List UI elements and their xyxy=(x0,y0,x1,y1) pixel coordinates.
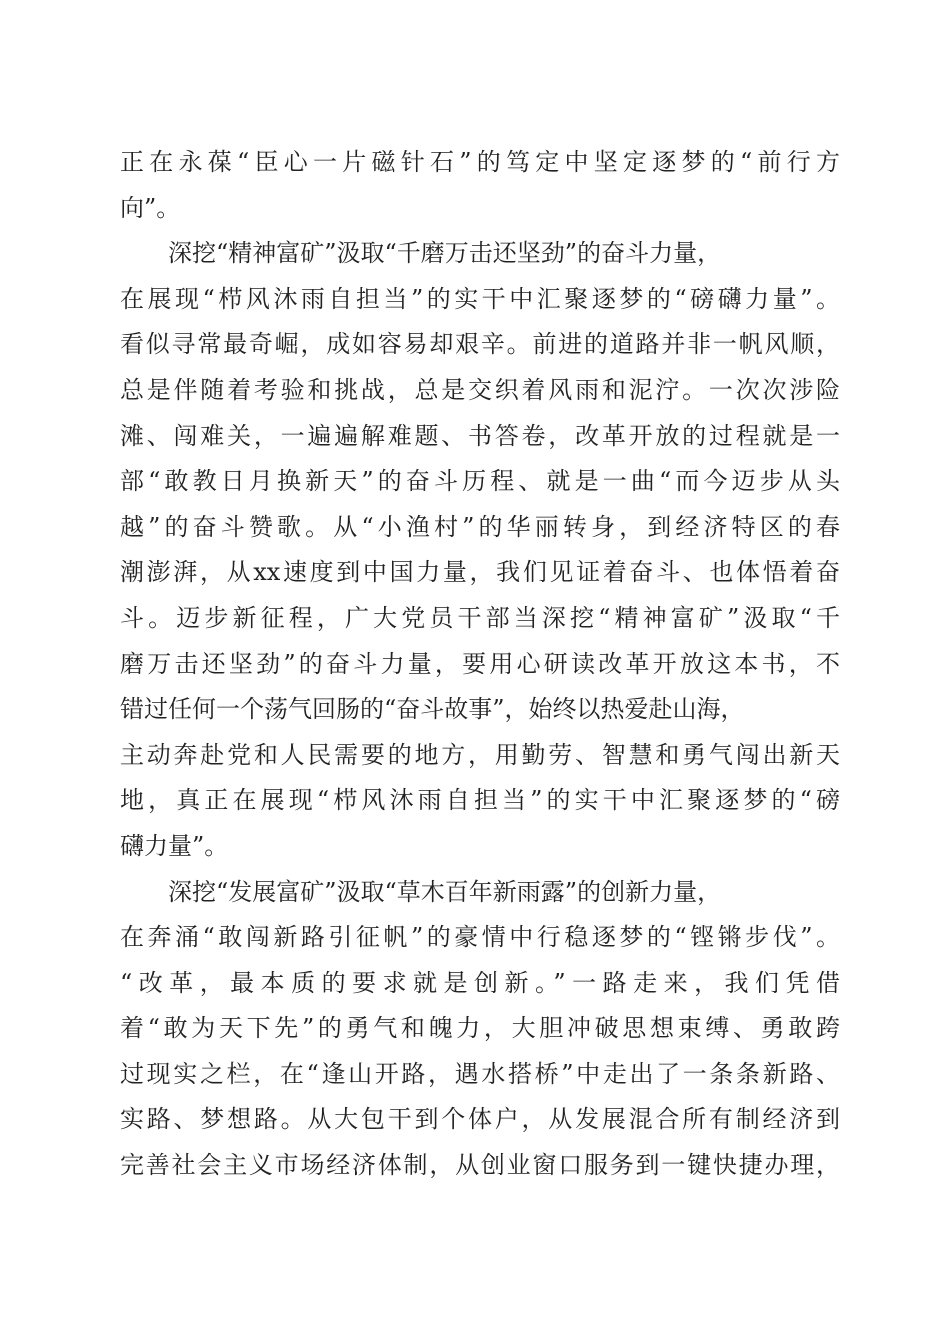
text-line: 礴力量”。 xyxy=(120,831,229,860)
text-line: 完善社会主义市场经济体制，从创业窗口服务到一键快捷办理， xyxy=(120,1151,840,1180)
text-line: 看似寻常最奇崛，成如容易却艰辛。前进的道路并非一帆风顺， xyxy=(120,330,840,359)
text-line: 总是伴随着考验和挑战，总是交织着风雨和泥泞。一次次涉险 xyxy=(120,375,840,404)
text-line: 实路、梦想路。从大包干到个体户，从发展混合所有制经济到 xyxy=(120,1105,840,1134)
text-line: “改革，最本质的要求就是创新。”一路走来，我们凭借 xyxy=(120,968,840,997)
text-line: 斗。迈步新征程，广大党员干部当深挖“精神富矿”汲取“千 xyxy=(120,603,840,632)
text-line: 在奔涌“敢闯新路引征帆”的豪情中行稳逐梦的“铿锵步伐”。 xyxy=(120,923,840,952)
paragraph-first-line: 深挖“发展富矿”汲取“草木百年新雨露”的创新力量， xyxy=(168,877,722,906)
text-line: 向”。 xyxy=(120,193,181,222)
paragraph-first-line: 深挖“精神富矿”汲取“千磨万击还坚劲”的奋斗力量， xyxy=(168,239,722,268)
text-line: 在展现“栉风沐雨自担当”的实干中汇聚逐梦的“磅礴力量”。 xyxy=(120,284,840,313)
text-line: 错过任何一个荡气回肠的“奋斗故事”，始终以热爱赴山海， xyxy=(120,695,745,724)
text-line: 主动奔赴党和人民需要的地方，用勤劳、智慧和勇气闯出新天 xyxy=(120,740,840,769)
text-line: 潮澎湃，从xx速度到中国力量，我们见证着奋斗、也体悟着奋 xyxy=(120,558,840,587)
text-line: 正在永葆“臣心一片磁针石”的笃定中坚定逐梦的“前行方 xyxy=(120,148,840,176)
text-line: 越”的奋斗赞歌。从“小渔村”的华丽转身，到经济特区的春 xyxy=(120,512,840,541)
text-line: 滩、闯难关，一遍遍解难题、书答卷，改革开放的过程就是一 xyxy=(120,421,840,450)
text-line: 过现实之栏，在“逢山开路，遇水搭桥”中走出了一条条新路、 xyxy=(120,1059,840,1088)
text-line: 着“敢为天下先”的勇气和魄力，大胆冲破思想束缚、勇敢跨 xyxy=(120,1014,840,1043)
text-line: 磨万击还坚劲”的奋斗力量，要用心研读改革开放这本书，不 xyxy=(120,649,840,678)
text-line: 地，真正在展现“栉风沐雨自担当”的实干中汇聚逐梦的“磅 xyxy=(120,786,840,815)
text-line: 部“敢教日月换新天”的奋斗历程、就是一曲“而今迈步从头 xyxy=(120,467,840,496)
body-text xyxy=(120,140,840,1189)
